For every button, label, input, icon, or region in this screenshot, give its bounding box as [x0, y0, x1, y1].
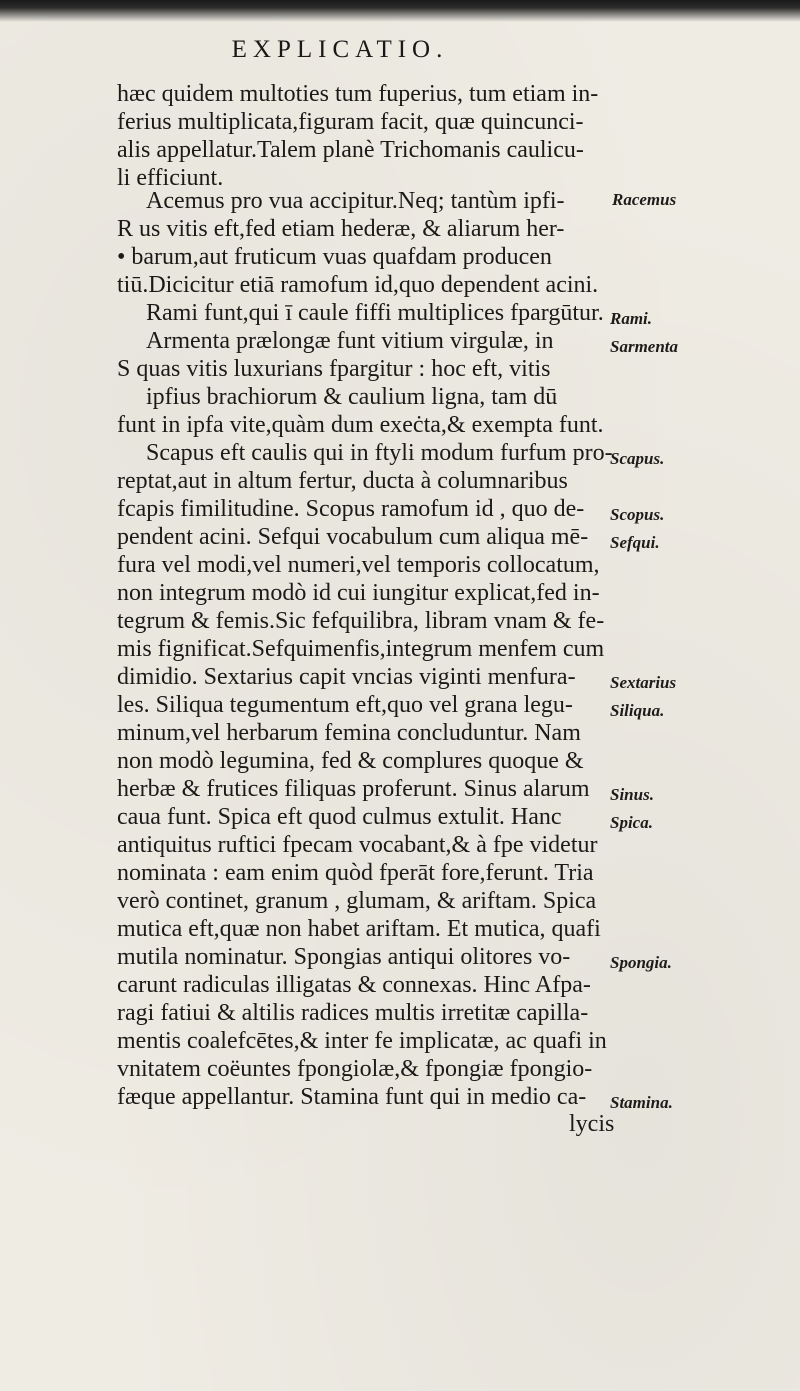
- text-line: mentis coalefcētes,& inter fe implicatæ, ac quafi in: [117, 1028, 607, 1054]
- text-line: vnitatem coëuntes fpongiolæ,& fpongiæ fpongio-: [117, 1056, 593, 1082]
- page-top-shadow: [0, 0, 800, 22]
- text-line: nominata : eam enim quòd fperāt fore,ferunt. Tria: [117, 860, 594, 886]
- text-line: ferius multiplicata,figuram facit, quæ quincunci-: [117, 109, 584, 135]
- text-line: fura vel modi,vel numeri,vel temporis collocatum,: [117, 552, 600, 578]
- text-line: caua funt. Spica eft quod culmus extulit. Hanc: [117, 804, 562, 830]
- text-line: fcapis fimilitudine. Scopus ramofum id , quo de-: [117, 496, 585, 522]
- text-line: S quas vitis luxurians fpargitur : hoc eft, vitis: [117, 356, 551, 382]
- text-line: les. Siliqua tegumentum eft,quo vel grana legu-: [117, 692, 573, 718]
- margin-note: Rami.: [610, 309, 653, 328]
- margin-note: Racemus: [612, 190, 677, 209]
- text-line: ragi fatiui & altilis radices multis irretitæ capilla-: [117, 1000, 589, 1026]
- margin-note: Sarmenta: [610, 337, 679, 356]
- margin-note: Sextarius: [610, 673, 677, 692]
- text-line: antiquitus ruftici fpecam vocabant,& à fpe videtur: [117, 832, 598, 858]
- text-line: mis fignificat.Sefquimenfis,integrum menfem cum: [117, 636, 605, 662]
- text-line: tegrum & femis.Sic fefquilibra, libram vnam & fe-: [117, 608, 605, 634]
- text-line: minum,vel herbarum femina concluduntur. Nam: [117, 720, 581, 746]
- text-line: ipfius brachiorum & caulium ligna, tam dū: [146, 384, 558, 410]
- text-line: Acemus pro vua accipitur.Neq; tantùm ipfi-: [146, 188, 565, 214]
- text-line: reptat,aut in altum fertur, ducta à columnaribus: [117, 468, 568, 494]
- margin-note: Sinus.: [610, 785, 654, 804]
- text-line: tiū.Dicicitur etiā ramofum id,quo dependent acini.: [117, 272, 599, 298]
- text-line: funt in ipfa vite,quàm dum exeċta,& exempta funt.: [117, 412, 604, 438]
- text-line: hæc quidem multoties tum fuperius, tum etiam in-: [117, 81, 599, 107]
- margin-note: Sefqui.: [610, 533, 660, 552]
- text-line: herbæ & frutices filiquas proferunt. Sinus alarum: [117, 776, 590, 802]
- text-line: mutila nominatur. Spongias antiqui olitores vo-: [117, 944, 571, 970]
- text-line: fæque appellantur. Stamina funt qui in medio ca-: [117, 1084, 587, 1110]
- text-line: pendent acini. Sefqui vocabulum cum aliqua mē-: [117, 524, 589, 550]
- text-line: Rami funt,qui ī caule fiffi multiplices fpargūtur.: [146, 300, 604, 326]
- text-line: non modò legumina, fed & complures quoque &: [117, 748, 584, 774]
- text-line: dimidio. Sextarius capit vncias viginti menfura-: [117, 664, 576, 690]
- text-line: li efficiunt.: [117, 165, 224, 191]
- text-line: R us vitis eft,fed etiam hederæ, & aliarum her-: [117, 216, 565, 242]
- text-line: • barum,aut fruticum vuas quafdam producen: [117, 244, 552, 270]
- text-line: Scapus eft caulis qui in ftyli modum furfum pro-: [146, 440, 613, 466]
- running-head: EXPLICATIO.: [231, 36, 449, 63]
- text-line: non integrum modò id cui iungitur explicat,fed in-: [117, 580, 600, 606]
- text-line: mutica eft,quæ non habet ariftam. Et mutica, quafi: [117, 916, 601, 942]
- text-line: alis appellatur.Talem planè Trichomanis caulicu-: [117, 137, 584, 163]
- margin-note: Spongia.: [610, 953, 672, 972]
- margin-note: Siliqua.: [610, 701, 665, 720]
- text-line: verò continet, granum , glumam, & ariftam. Spica: [117, 888, 597, 914]
- text-line: Armenta prælongæ funt vitium virgulæ, in: [146, 328, 554, 354]
- margin-note: Stamina.: [610, 1093, 673, 1112]
- text-line: carunt radiculas illigatas & connexas. Hinc Afpa-: [117, 972, 591, 998]
- catchword: lycis: [569, 1111, 615, 1137]
- margin-note: Scapus.: [610, 449, 665, 468]
- margin-note: Spica.: [610, 813, 653, 832]
- margin-note: Scopus.: [610, 505, 665, 524]
